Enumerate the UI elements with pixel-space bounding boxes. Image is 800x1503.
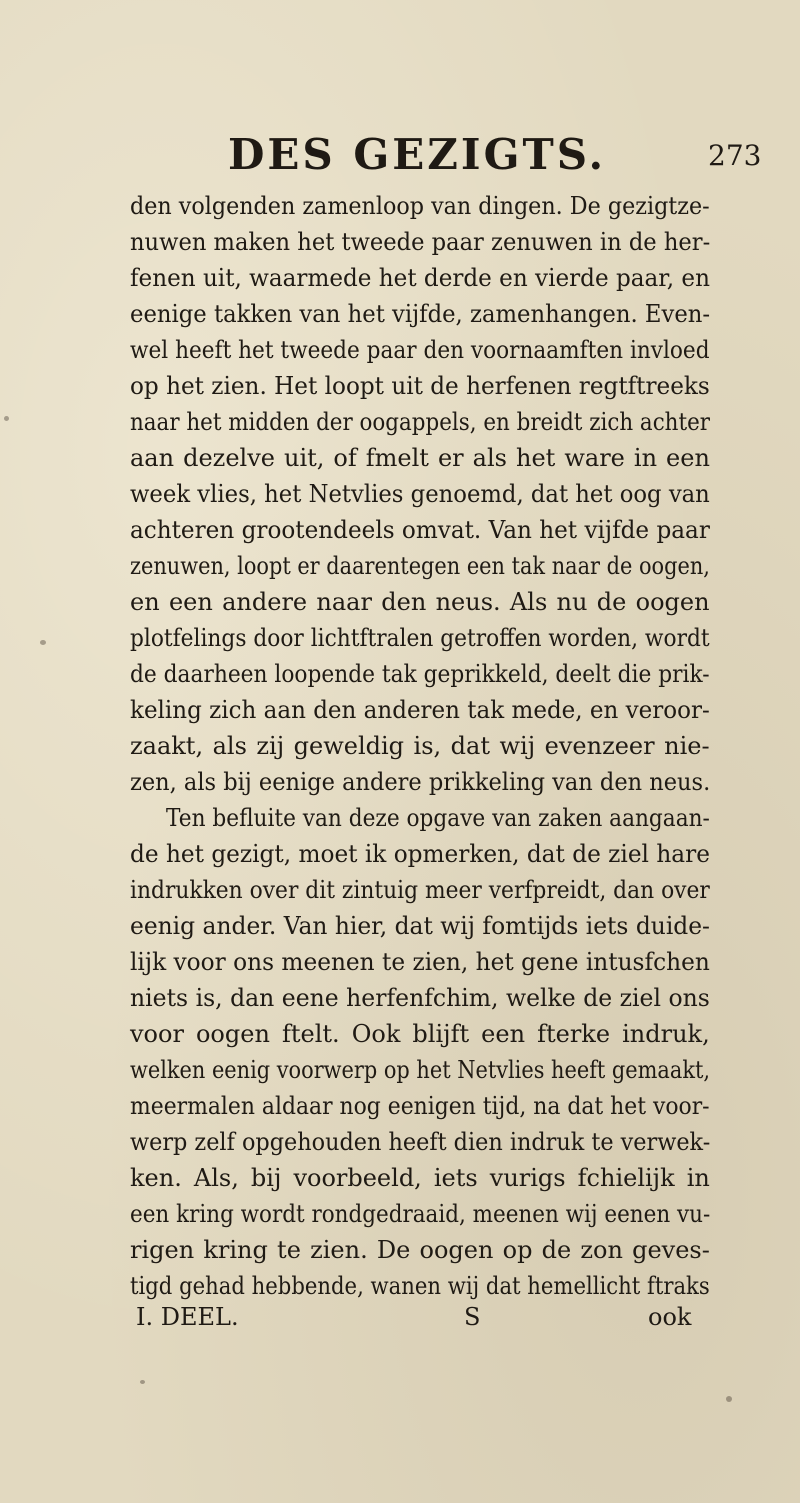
text-line: werp zelf opgehouden heeft dien indruk te verwek- — [130, 1128, 711, 1156]
text-line: tigd gehad hebbende, wanen wij dat hemellicht ftraks — [130, 1272, 710, 1300]
text-line: aan dezelve uit, of fmelt er als het ware in een — [130, 444, 710, 472]
text-line: nuwen maken het tweede paar zenuwen in de her- — [130, 228, 711, 256]
text-line: den volgenden zamenloop van dingen. De gezigtze- — [130, 192, 710, 220]
text-line: indrukken over dit zintuig meer verfpreidt, dan over — [130, 876, 710, 904]
ink-speck — [4, 416, 9, 421]
text-line: zenuwen, loopt er daarentegen een tak naar de oogen, — [130, 552, 710, 580]
text-line: meermalen aldaar nog eenigen tijd, na dat het voor- — [130, 1092, 710, 1120]
text-line: eenig ander. Van hier, dat wij fomtijds iets duide- — [130, 912, 710, 940]
text-line: voor oogen ftelt. Ook blijft een fterke indruk, — [130, 1020, 710, 1048]
page-header — [0, 130, 800, 180]
catchword: ook — [648, 1303, 692, 1331]
text-line: lijk voor ons meenen te zien, het gene intusfchen — [130, 948, 710, 976]
volume-signature: I. DEEL. — [136, 1303, 239, 1331]
text-line: op het zien. Het loopt uit de herfenen regtftreeks — [130, 372, 710, 400]
text-line: eenige takken van het vijfde, zamenhangen. Even- — [130, 300, 711, 328]
text-line: wel heeft het tweede paar den voornaamften invloed — [130, 336, 710, 364]
signature-mark: S — [464, 1303, 481, 1331]
text-line: plotfelings door lichtftralen getroffen worden, wordt — [130, 624, 710, 652]
ink-speck — [40, 640, 46, 645]
text-line: rigen kring te zien. De oogen op de zon geves- — [130, 1236, 710, 1264]
text-line: een kring wordt rondgedraaid, meenen wij eenen vu- — [130, 1200, 711, 1228]
text-line: ken. Als, bij voorbeeld, iets vurigs fchielijk in — [130, 1164, 710, 1192]
text-line: de daarheen loopende tak geprikkeld, deelt die prik- — [130, 660, 710, 688]
text-line: week vlies, het Netvlies genoemd, dat het oog van — [130, 480, 710, 508]
text-line: Ten befluite van deze opgave van zaken aangaan- — [166, 804, 710, 832]
running-head: DES GEZIGTS. — [228, 130, 607, 179]
page-number: 273 — [708, 139, 762, 172]
ink-speck — [726, 1396, 732, 1402]
body-text — [130, 188, 710, 1308]
text-line: zaakt, als zij geweldig is, dat wij evenzeer nie- — [130, 732, 710, 760]
page-footer — [130, 1300, 710, 1334]
ink-speck — [140, 1380, 145, 1384]
text-line: zen, als bij eenige andere prikkeling van den neus. — [130, 768, 711, 796]
text-line: welken eenig voorwerp op het Netvlies heeft gemaakt, — [130, 1056, 710, 1084]
text-line: de het gezigt, moet ik opmerken, dat de ziel hare — [130, 840, 710, 868]
text-line: achteren grootendeels omvat. Van het vijfde paar — [130, 516, 710, 544]
text-line: keling zich aan den anderen tak mede, en veroor- — [130, 696, 710, 724]
text-line: en een andere naar den neus. Als nu de oogen — [130, 588, 710, 616]
text-line: naar het midden der oogappels, en breidt zich achter — [130, 408, 710, 436]
text-line: niets is, dan eene herfenfchim, welke de ziel ons — [130, 984, 710, 1012]
text-line: fenen uit, waarmede het derde en vierde paar, en — [130, 264, 710, 292]
